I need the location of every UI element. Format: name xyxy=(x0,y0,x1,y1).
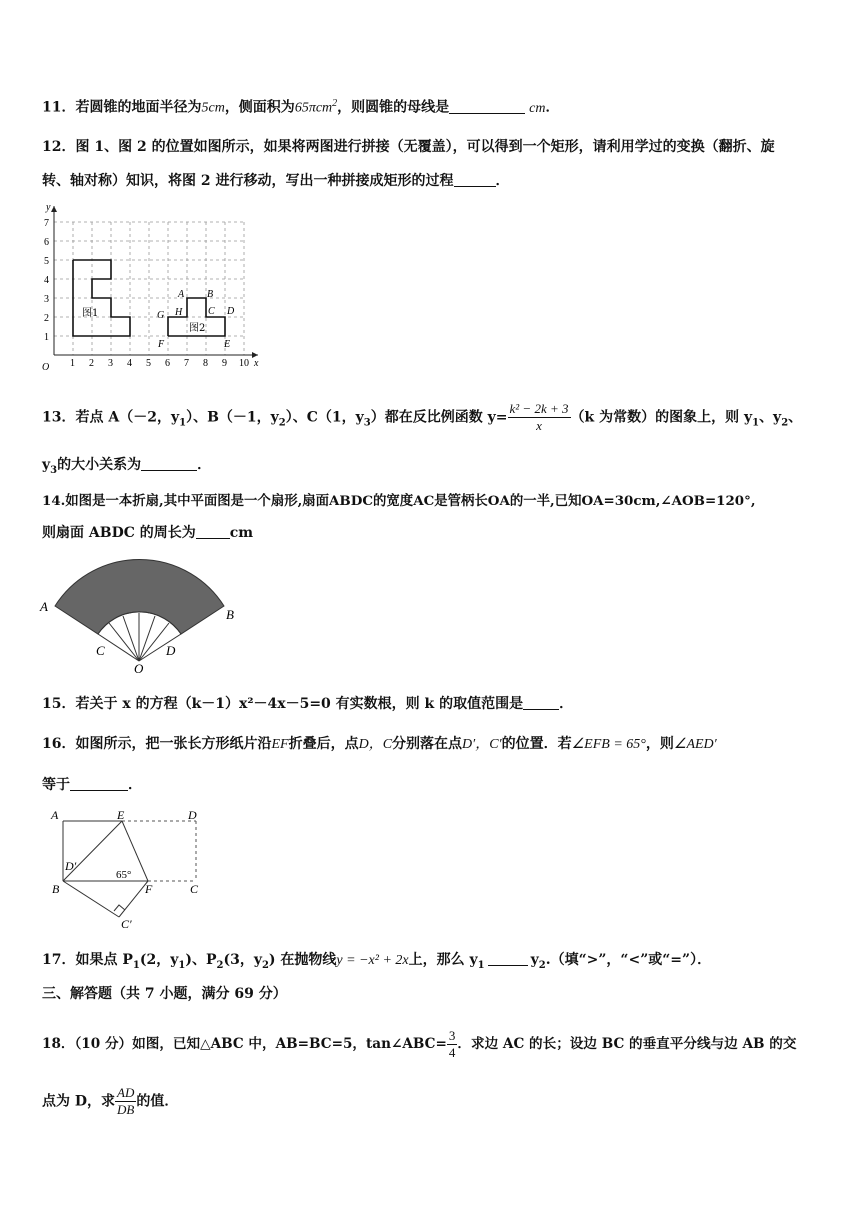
svg-text:B: B xyxy=(52,882,60,896)
svg-text:1: 1 xyxy=(44,332,49,343)
y-axis-arrow-icon xyxy=(51,206,57,212)
function-fraction: $\frac{\text{k² − 2k + 3}}{x}$ xyxy=(509,401,569,433)
svg-text:F: F xyxy=(158,339,165,350)
answer-blank xyxy=(70,776,128,791)
svg-text:7: 7 xyxy=(44,218,49,229)
question-14-line-1: 14.如图是一本折扇,其中平面图是一个扇形,扇面ABDC的宽度AC是管柄长OA的一半,已知OA=30cm,∠AOB=120°, xyxy=(42,493,756,509)
svg-text:9: 9 xyxy=(222,358,227,369)
tan-fraction: $\frac{3}{4}$ xyxy=(448,1028,456,1060)
x-axis-label: x xyxy=(254,358,259,369)
figure-2-label: 图2 xyxy=(189,323,206,334)
svg-text:5: 5 xyxy=(146,358,151,369)
svg-text:D: D xyxy=(227,306,235,317)
answer-blank xyxy=(523,695,559,710)
y-axis-label: y xyxy=(46,202,51,213)
question-12-line-1: 12．图 1、图 2 的位置如图所示，如果将两图进行拼接（无覆盖），可以得到一个矩形，请利用学过的变换（翻折、旋 xyxy=(42,139,775,155)
svg-text:C: C xyxy=(190,882,199,896)
svg-text:G: G xyxy=(157,310,165,321)
svg-text:10: 10 xyxy=(239,358,249,369)
answer-blank xyxy=(196,524,230,539)
svg-text:E: E xyxy=(117,808,125,822)
svg-text:C: C xyxy=(96,643,105,658)
ratio-fraction: $\frac{AD}{DB}$ xyxy=(117,1085,135,1117)
grid-lines xyxy=(54,222,244,355)
svg-text:6: 6 xyxy=(44,237,49,248)
svg-text:D: D xyxy=(166,643,176,658)
question-16-line-2: 等于 ． xyxy=(42,777,142,793)
question-18-line-1: 18．（10 分）如图，已知△ABC 中，AB=BC=5，tan∠ABC= $\frac{3}{4}$ ．求边 AC 的长；设边 BC 的垂直平分线与边 AB 的交 xyxy=(42,1028,797,1060)
svg-text:5: 5 xyxy=(44,256,49,267)
origin-label: O xyxy=(42,362,50,372)
question-11: 11．若圆锥的地面半径为5cm，侧面积为65πcm$^2$，则圆锥的母线是 cm． xyxy=(42,98,560,116)
svg-text:O: O xyxy=(134,661,144,676)
svg-text:B: B xyxy=(226,607,234,622)
question-15: 15．若关于 x 的方程（k－1）x²－4x－5=0 有实数根，则 k 的取值范围是 ． xyxy=(42,696,574,712)
y-tick-labels xyxy=(44,218,49,343)
angle-label: 65° xyxy=(116,869,132,881)
svg-text:D′: D′ xyxy=(65,859,77,873)
grid-figure xyxy=(36,200,268,372)
svg-text:3: 3 xyxy=(44,294,49,305)
right-angle-icon xyxy=(114,905,125,911)
question-13-line-1: 13．若点 A（－2，$y_1$）、B（－1，$y_2$）、C（1，$y_3$）都在反比例函数 y= $\frac{\text{k² − 2k + 3}}{x}$ （k 为常数）的图象上，则 $y_1$、$y_2$、 xyxy=(42,401,803,433)
fold-figure xyxy=(44,804,214,928)
svg-text:H: H xyxy=(175,307,183,318)
answer-blank xyxy=(454,172,496,187)
question-13-line-2: $y_3$的大小关系为 ． xyxy=(42,457,212,476)
svg-text:A: A xyxy=(51,808,59,822)
svg-text:B: B xyxy=(207,289,214,300)
svg-text:8: 8 xyxy=(203,358,208,369)
svg-text:A: A xyxy=(178,289,185,300)
svg-text:6: 6 xyxy=(165,358,170,369)
x-tick-labels xyxy=(70,358,249,369)
question-17: 17．如果点 $P_1(2$，$y_1$)、$P_2(3$，$y_2$) 在抛物线y = −x² + 2x上，那么 $y_1$ $y_2$.（填“>”，“<”或“=”）． xyxy=(42,952,712,971)
svg-text:1: 1 xyxy=(70,358,75,369)
answer-blank xyxy=(141,456,197,471)
svg-text:4: 4 xyxy=(44,275,49,286)
svg-text:2: 2 xyxy=(89,358,94,369)
figure-1-label: 图1 xyxy=(82,308,99,319)
svg-text:3: 3 xyxy=(108,358,113,369)
svg-text:C′: C′ xyxy=(121,917,132,928)
question-18-line-2: 点为 D，求 $\frac{AD}{DB}$ 的值． xyxy=(42,1085,179,1117)
svg-text:E: E xyxy=(224,339,231,350)
question-16-line-1: 16．如图所示，把一张长方形纸片沿EF折叠后，点D，C分别落在点D′，C′的位置．若∠EFB = 65°，则∠AED′ xyxy=(42,736,717,752)
section-heading: 三、解答题（共 7 小题，满分 69 分） xyxy=(42,986,287,1002)
svg-text:F: F xyxy=(145,882,153,896)
fan-figure xyxy=(38,556,240,676)
answer-blank xyxy=(488,951,528,966)
svg-text:2: 2 xyxy=(44,313,49,324)
svg-text:A: A xyxy=(40,599,48,614)
svg-text:C: C xyxy=(208,306,215,317)
svg-text:7: 7 xyxy=(184,358,189,369)
svg-text:D: D xyxy=(188,808,197,822)
question-12-line-2: 转、轴对称）知识，将图 2 进行移动，写出一种拼接成矩形的过程 ． xyxy=(42,173,510,189)
svg-text:4: 4 xyxy=(127,358,132,369)
answer-blank xyxy=(449,99,525,114)
question-14-line-2: 则扇面 ABDC 的周长为 cm xyxy=(42,525,254,541)
